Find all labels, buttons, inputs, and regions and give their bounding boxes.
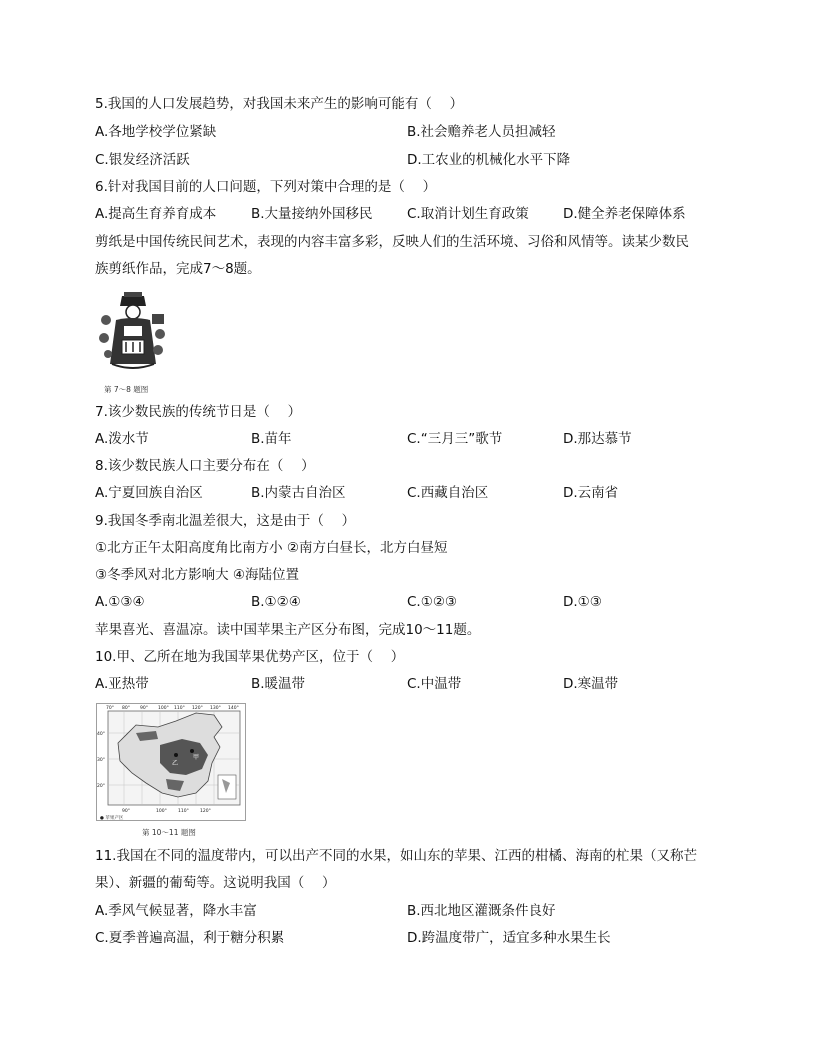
- papercut-image: [98, 290, 168, 372]
- question-7-option-a[interactable]: A.泼水节: [95, 431, 149, 447]
- question-10-stem: 10.甲、乙所在地为我国苹果优势产区，位于（ ）: [95, 649, 405, 665]
- question-9-stem: 9.我国冬季南北温差很大，这是由于（ ）: [95, 513, 356, 529]
- question-10-option-d[interactable]: D.寒温带: [563, 676, 619, 692]
- question-8-option-b[interactable]: B.内蒙古自治区: [251, 485, 346, 501]
- map-left-tick: 40°: [97, 732, 105, 737]
- map-top-tick: 120°: [192, 706, 203, 711]
- question-11-stem-line-1: 11.我国在不同的温度带内，可以出产不同的水果，如山东的苹果、江西的柑橘、海南的杧果（又称芒: [95, 848, 697, 864]
- map-top-tick: 70°: [106, 706, 114, 711]
- question-7-stem: 7.该少数民族的传统节日是（ ）: [95, 404, 302, 420]
- question-10-option-a[interactable]: A.亚热带: [95, 676, 149, 692]
- question-5-option-d[interactable]: D.工农业的机械化水平下降: [407, 152, 571, 168]
- apple-map-figure: [96, 703, 246, 821]
- map-top-tick: 80°: [122, 706, 130, 711]
- question-5-option-c[interactable]: C.银发经济活跃: [95, 152, 190, 168]
- map-bottom-tick: 120°: [200, 809, 211, 814]
- question-9-statements-2: ③冬季风对北方影响大 ④海陆位置: [95, 567, 299, 583]
- map-legend: ● 苹果产区: [100, 816, 124, 821]
- question-8-option-d[interactable]: D.云南省: [563, 485, 619, 501]
- question-6-option-b[interactable]: B.大量接纳外国移民: [251, 206, 373, 222]
- question-5-option-a[interactable]: A.各地学校学位紧缺: [95, 124, 217, 140]
- question-6-stem: 6.针对我国目前的人口问题，下列对策中合理的是（ ）: [95, 179, 437, 195]
- question-9-option-a[interactable]: A.①③④: [95, 594, 145, 610]
- figure-1-caption: 第 7～8 题图: [104, 385, 149, 394]
- question-11-option-d[interactable]: D.跨温度带广，适宜多种水果生长: [407, 930, 611, 946]
- figure-2-caption: 第 10～11 题图: [142, 828, 196, 837]
- map-left-tick: 30°: [97, 758, 105, 763]
- map-bottom-tick: 90°: [122, 809, 130, 814]
- map-top-tick: 100°: [158, 706, 169, 711]
- question-8-option-c[interactable]: C.西藏自治区: [407, 485, 489, 501]
- map-bottom-tick: 110°: [178, 809, 189, 814]
- map-label-jia: 甲: [193, 754, 200, 761]
- question-10-option-b[interactable]: B.暖温带: [251, 676, 306, 692]
- question-7-option-b[interactable]: B.苗年: [251, 431, 292, 447]
- question-9-statements-1: ①北方正午太阳高度角比南方小 ②南方白昼长，北方白昼短: [95, 540, 448, 556]
- question-5-option-b[interactable]: B.社会赡养老人员担减轻: [407, 124, 556, 140]
- question-11-option-c[interactable]: C.夏季普遍高温，利于糖分积累: [95, 930, 285, 946]
- question-8-stem: 8.该少数民族人口主要分布在（ ）: [95, 458, 315, 474]
- question-6-option-a[interactable]: A.提高生育养育成本: [95, 206, 217, 222]
- question-6-option-d[interactable]: D.健全养老保障体系: [563, 206, 686, 222]
- map-top-tick: 90°: [140, 706, 148, 711]
- map-bottom-tick: 100°: [156, 809, 167, 814]
- map-top-tick: 140°: [228, 706, 239, 711]
- question-9-option-c[interactable]: C.①②③: [407, 594, 458, 610]
- apple-intro: 苹果喜光、喜温凉。读中国苹果主产区分布图，完成10～11题。: [95, 622, 481, 638]
- question-8-option-a[interactable]: A.宁夏回族自治区: [95, 485, 203, 501]
- question-11-option-b[interactable]: B.西北地区灌溉条件良好: [407, 903, 556, 919]
- question-7-option-d[interactable]: D.那达慕节: [563, 431, 632, 447]
- map-label-yi: 乙: [172, 760, 179, 767]
- question-6-option-c[interactable]: C.取消计划生育政策: [407, 206, 529, 222]
- question-9-option-d[interactable]: D.①③: [563, 594, 602, 610]
- map-left-tick: 20°: [97, 784, 105, 789]
- question-9-option-b[interactable]: B.①②④: [251, 594, 301, 610]
- question-7-option-c[interactable]: C.“三月三”歌节: [407, 431, 503, 447]
- map-top-tick: 110°: [174, 706, 185, 711]
- map-top-tick: 130°: [210, 706, 221, 711]
- question-11-option-a[interactable]: A.季风气候显著，降水丰富: [95, 903, 257, 919]
- question-5-stem: 5.我国的人口发展趋势，对我国未来产生的影响可能有（ ）: [95, 96, 464, 112]
- papercut-intro-line-2: 族剪纸作品，完成7～8题。: [95, 261, 261, 277]
- question-10-option-c[interactable]: C.中温带: [407, 676, 462, 692]
- question-11-stem-line-2: 果）、新疆的葡萄等。这说明我国（ ）: [95, 875, 336, 891]
- papercut-intro-line-1: 剪纸是中国传统民间艺术，表现的内容丰富多彩，反映人们的生活环境、习俗和风情等。读某少数民: [95, 234, 689, 250]
